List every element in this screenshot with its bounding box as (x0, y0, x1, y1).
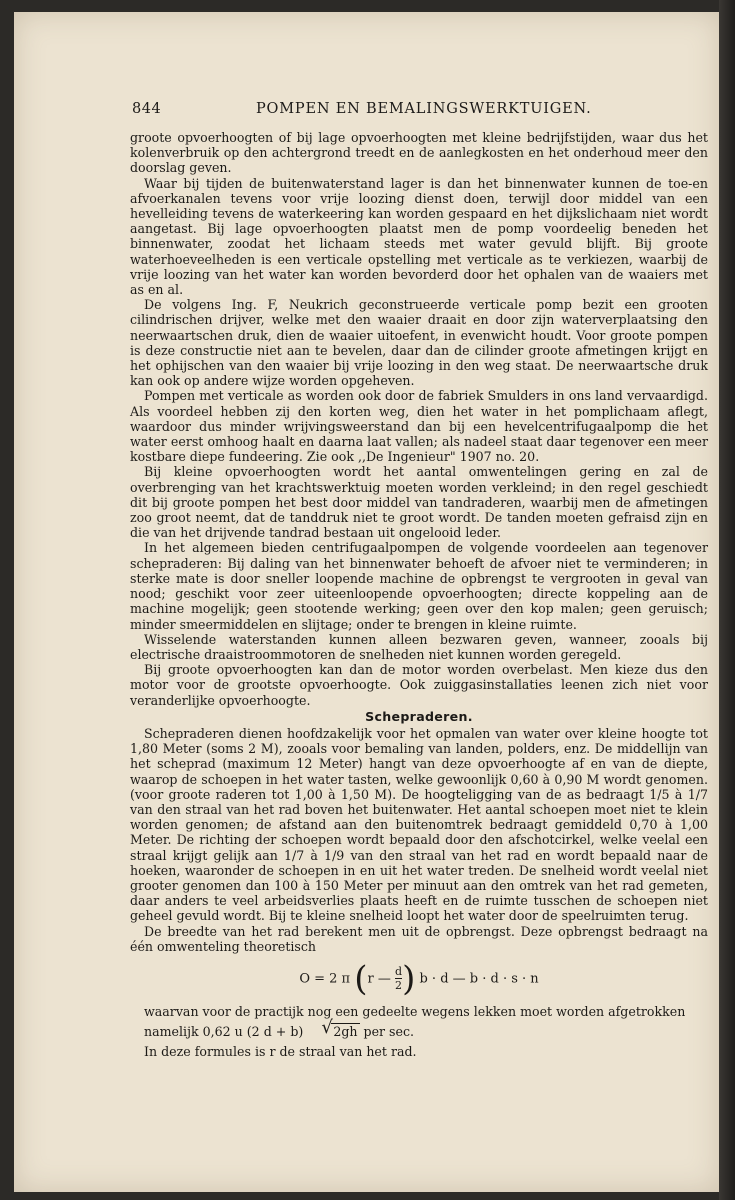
book-spine-edge (719, 0, 735, 1200)
fraction (395, 965, 402, 992)
paragraph: Waar bij tijden de buitenwaterstand lager is dan het binnenwater kunnen de toe-en afvoerkanalen tevens voor vrije loozing dienst doen, terwijl door middel van een hevelleiding tevens de waterkeering kan worden gespaard en het dijkslichaam niet wordt aangetast. Bij lage opvoerhoogten plaatst men de pomp voordeelig beneden het binnenwater, zoodat het lichaam steeds met water gevuld blijft. Bij groote waterhoeveelheden is een verticale opstelling met verticale as te verkiezen, waarbij de vrije loozing van het water kan worden bevorderd door het ophalen van de waaiers met as en al. (130, 175, 708, 298)
open-paren: ( (354, 958, 368, 999)
namelijk-prefix: namelijk 0,62 u (2 d + b) (144, 1024, 304, 1040)
paragraph: De volgens Ing. F, Neukrich geconstrueerde verticale pomp bezit een grooten cilindrischen drijver, welke met den waaier draait en door zijn waterverplaatsing den neerwaartschen druk, dien de waaier uitoefent, in evenwicht houdt. Voor groote pompen is deze constructie niet aan te bevelen, daar dan de cilinder groote afmetingen krijgt en het ophijschen van den waaier bij vrije loozing in den weg staat. De neerwaartsche druk kan ook op andere wijze worden opgeheven. (130, 297, 708, 389)
paragraph: Bij groote opvoerhoogten kan dan de motor worden overbelast. Men kieze dus den motor voor de grootste opvoerhoogte. Ook zuiggasinstallaties leenen zich niet voor veranderlijke opvoerhoogte. (130, 662, 708, 708)
square-root (307, 1017, 359, 1040)
paragraph: Schepraderen dienen hoofdzakelijk voor het opmalen van water over kleine hoogte tot 1,80 Meter (soms 2 M), zooals voor bemaling van landen, polders, enz. De middellijn van het scheprad (maximum 12 Meter) hangt van deze opvoerhoogte af en van de diepte, waarop de schoepen in het water tasten, welke gewoonlijk 0,60 à 0,90 M wordt genomen. (voor groote raderen tot 1,00 à 1,50 M). De hoogteligging van de as bedraagt 1/5 à 1/7 van den straal van het rad boven het buitenwater. Het aantal schoepen moet niet te klein worden genomen; de afstand aan den buitenomtrek bedraagt gemiddeld 0,70 à 1,00 Meter. De richting der schoepen wordt bepaald door den afschotcirkel, welke veelal een straal krijgt gelijk aan 1/7 à 1/9 van den straal van het rad en wordt bepaald naar de hoeken, waaronder de schoepen in en uit het water treden. De snelheid wordt veelal niet grooter genomen dan 100 à 150 Meter per minuut aan den omtrek van het rad gemeten, daar anders te veel arbeidsverlies plaats heeft en de ruimte tusschen de schoepen niet geheel gevuld wordt. Bij te kleine snelheid loopt het water door de speelruimten terug. (130, 725, 708, 924)
body-text (130, 130, 708, 1060)
sqrt-icon: √ (321, 1017, 333, 1039)
paragraph: waarvan voor de practijk nog een gedeelte wegens lekken moet worden afgetrokken (144, 1003, 686, 1019)
formula-r: r — (367, 971, 391, 987)
fraction-denominator: 2 (395, 979, 403, 993)
formula (130, 960, 708, 998)
fraction-numerator: d (395, 965, 403, 979)
paragraph: Bij kleine opvoerhoogten wordt het aantal omwentelingen gering en zal de overbrenging van het krachtswerktuig moeten worden verkleind; in den regel geschiedt dit bij groote pompen het best door middel van tandraderen, waarbij men de afmetingen zoo groot neemt, dat de tanddruk niet te groot wordt. De tanden moeten gefraisd zijn en die van het drijvende tandrad bestaan uit ongelooid leder. (130, 464, 708, 541)
formula-lhs: O = 2 π (299, 971, 351, 987)
close-paren: ) (402, 958, 416, 999)
radicand: 2gh (333, 1024, 358, 1040)
namelijk-suffix: per sec. (363, 1024, 415, 1040)
running-title: POMPEN EN BEMALINGSWERKTUIGEN. (256, 101, 592, 117)
formula-rest: b · d — b · d · s · n (419, 971, 539, 987)
paragraph: groote opvoerhoogten of bij lage opvoerhoogten met kleine bedrijfstijden, waar dus het kolenverbruik op den achtergrond treedt en de aanlegkosten en het onderhoud meer den doorslag geven. (130, 130, 708, 176)
section-heading: Schepraderen. (365, 708, 473, 724)
namelijk-line (130, 1017, 708, 1040)
book-page (14, 12, 720, 1192)
paragraph: Pompen met verticale as worden ook door de fabriek Smulders in ons land vervaardigd. Als voordeel hebben zij den korten weg, dien het water in het pomplichaam aflegt, waardoor dus minder wrijvingsweerstand dan bij een hevelcentrifugaalpomp die het water eerst omhoog haalt en daarna laat vallen; als nadeel staat daar tegenover een meer kostbare diepe fundeering. Zie ook ,,De Ingenieur" 1907 no. 20. (130, 388, 708, 465)
paragraph: In het algemeen bieden centrifugaalpompen de volgende voordeelen aan tegenover schepraderen: Bij daling van het binnenwater behoeft de afvoer niet te verminderen; in sterke mate is door sneller loopende machine de opbrengst te vergrooten in geval van nood; geschikt voor zeer uiteenloopende opvoerhoogten; directe koppeling aan de machine mogelijk; geen stootende werking; geen over den kop malen; geen geruisch; minder smeermiddelen en slijtage; onder te brengen in kleine ruimte. (130, 540, 708, 632)
page-header (14, 101, 720, 121)
paragraph: In deze formules is r de straal van het rad. (144, 1044, 417, 1060)
paragraph: De breedte van het rad berekent men uit de opbrengst. Deze opbrengst bedraagt na één omwenteling theoretisch (130, 923, 708, 954)
page-number: 844 (132, 101, 162, 117)
paragraph: Wisselende waterstanden kunnen alleen bezwaren geven, wanneer, zooals bij electrische draaistroommotoren de snelheden niet kunnen worden geregeld. (130, 631, 708, 662)
